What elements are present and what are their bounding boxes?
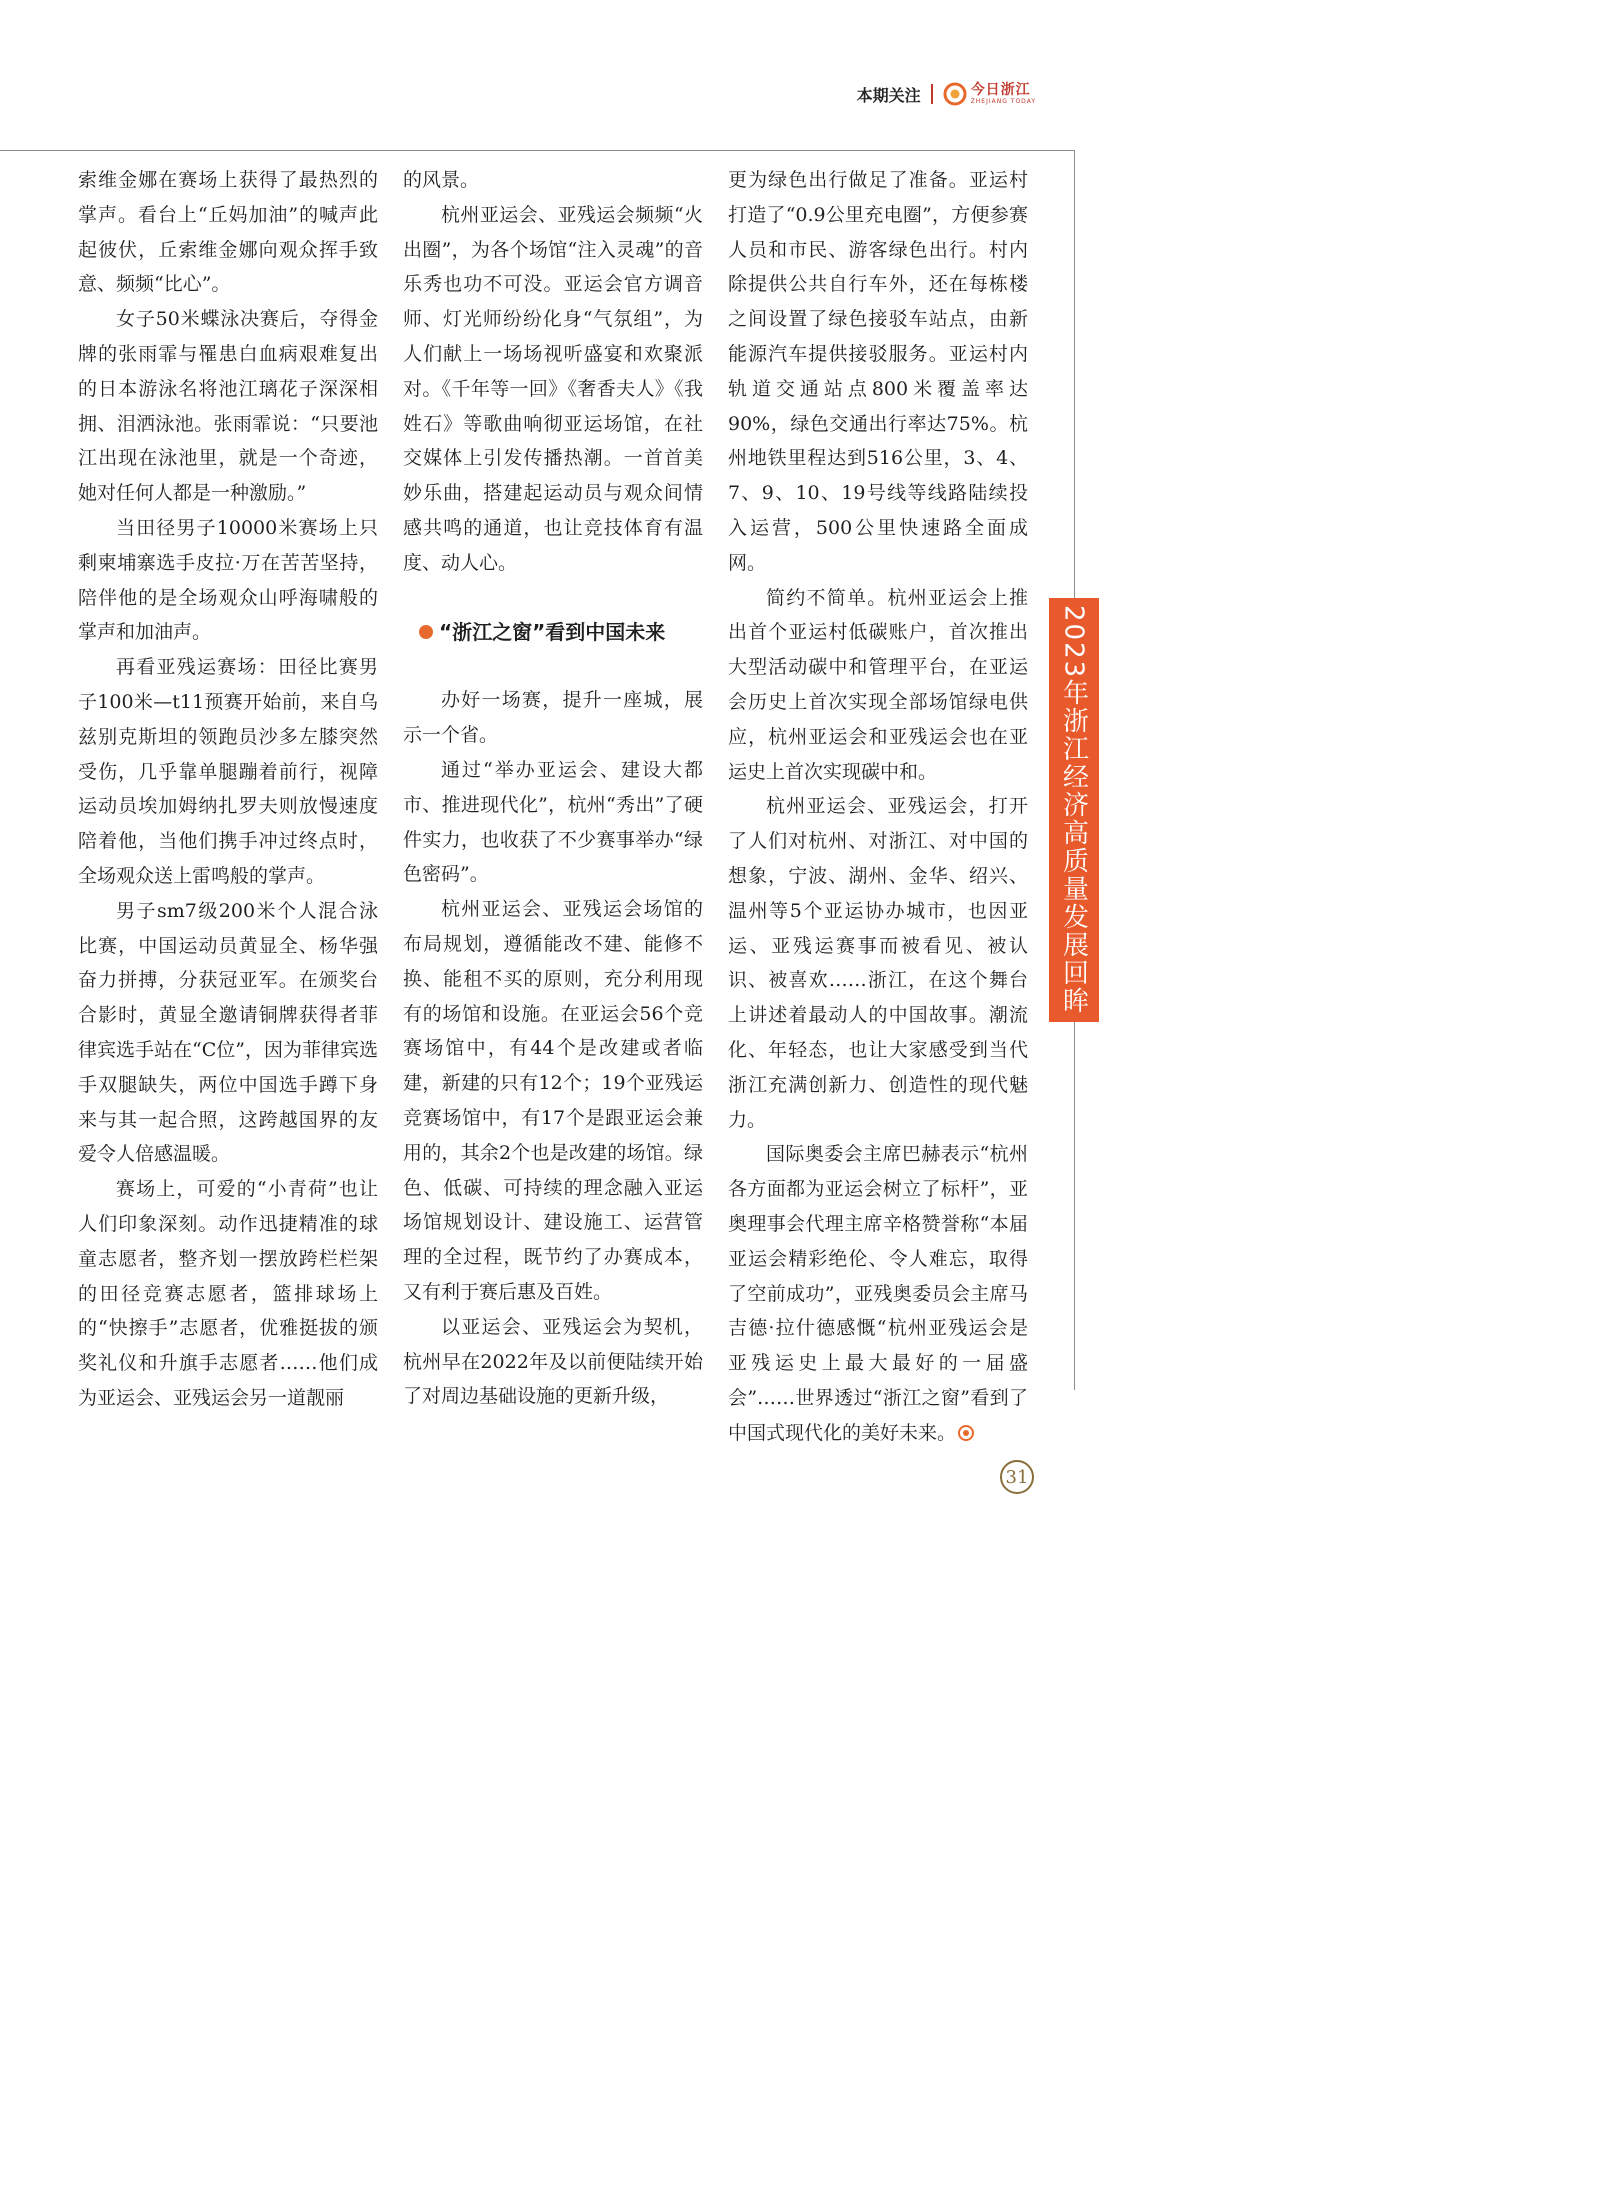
brand-name: 今日浙江	[970, 82, 1031, 98]
page-number: 31	[1000, 1460, 1034, 1494]
brand-swirl-icon	[958, 1425, 974, 1441]
orange-dot-icon	[419, 625, 433, 639]
section-heading-text: “浙江之窗”看到中国未来	[439, 619, 666, 644]
paragraph: 以亚运会、亚残运会为契机，杭州早在2022年及以前便陆续开始了对周边基础设施的更新升级，	[403, 1315, 703, 1408]
article-column-3	[728, 163, 1028, 1450]
article-column-2	[403, 163, 703, 1414]
brand-name-en: ZHEJIANG TODAY	[970, 98, 1036, 105]
side-tab	[1049, 598, 1099, 1022]
paragraph: 女子50米蝶泳决赛后，夺得金牌的张雨霏与罹患白血病艰难复出的日本游泳名将池江璃花子深深相拥、泪洒泳池。张雨霏说：“只要池江出现在泳池里，就是一个奇迹，她对任何人都是一种激励。”	[78, 308, 378, 505]
paragraph: 简约不简单。杭州亚运会上推出首个亚运村低碳账户，首次推出大型活动碳中和管理平台，在亚运会历史上首次实现全部场馆绿电供应，杭州亚运会和亚残运会也在亚运史上首次实现碳中和。	[728, 586, 1028, 783]
paragraph: 当田径男子10000米赛场上只剩柬埔寨选手皮拉·万在苦苦坚持，陪伴他的是全场观众山呼海啸般的掌声和加油声。	[78, 516, 378, 644]
section-heading	[403, 615, 703, 650]
page-header	[857, 82, 1036, 106]
side-tab-title: 2023年浙江经济高质量发展回眸	[1058, 604, 1089, 1016]
top-rule	[0, 150, 1075, 151]
paragraph: 男子sm7级200米个人混合泳比赛，中国运动员黄显全、杨华强奋力拼搏，分获冠亚军。在颁奖台合影时，黄显全邀请铜牌获得者菲律宾选手站在“C位”，因为菲律宾选手双腿缺失，两位中国选手蹲下身来与其一起合照，这跨越国界的友爱令人倍感温暖。	[78, 899, 378, 1166]
article-column-1	[78, 163, 378, 1416]
brand-logo	[943, 82, 1036, 106]
paragraph-final	[728, 1137, 1028, 1450]
paragraph: 杭州亚运会、亚残运会场馆的布局规划，遵循能改不建、能修不换、能租不买的原则，充分利用现有的场馆和设施。在亚运会56个竞赛场馆中，有44个是改建或者临建，新建的只有12个；19个亚残运竞赛场馆中，有17个是跟亚运会兼用的，其余2个也是改建的场馆。绿色、低碳、可持续的理念融入亚运场馆规划设计、建设施工、运营管理的全过程，既节约了办赛成本，又有利于赛后惠及百姓。	[403, 898, 703, 1303]
paragraph: 赛场上，可爱的“小青荷”也让人们印象深刻。动作迅捷精准的球童志愿者，整齐划一摆放跨栏栏架的田径竞赛志愿者，篮排球场上的“快擦手”志愿者，优雅挺拔的颁奖礼仪和升旗手志愿者……他们成为亚运会、亚残运会另一道靓丽	[78, 1178, 378, 1409]
header-divider	[931, 84, 933, 104]
paragraph: 索维金娜在赛场上获得了最热烈的掌声。看台上“丘妈加油”的喊声此起彼伏，丘索维金娜向观众挥手致意、频频“比心”。	[78, 169, 378, 296]
paragraph: 的风景。	[403, 169, 480, 191]
paragraph: 办好一场赛，提升一座城，展示一个省。	[403, 689, 703, 747]
paragraph: 更为绿色出行做足了准备。亚运村打造了“0.9公里充电圈”，方便参赛人员和市民、游客绿色出行。村内除提供公共自行车外，还在每栋楼之间设置了绿色接驳车站点，由新能源汽车提供接驳服务。亚运村内轨道交通站点800米覆盖率达90%，绿色交通出行率达75%。杭州地铁里程达到516公里，3、4、7、9、10、19号线等线路陆续投入运营，500公里快速路全面成网。	[728, 169, 1028, 574]
paragraph: 通过“举办亚运会、建设大都市、推进现代化”，杭州“秀出”了硬件实力，也收获了不少赛事举办“绿色密码”。	[403, 758, 703, 886]
paragraph: 再看亚残运赛场：田径比赛男子100米—t11预赛开始前，来自乌兹别克斯坦的领跑员沙多左膝突然受伤，几乎靠单腿蹦着前行，视障运动员埃加姆纳扎罗夫则放慢速度陪着他，当他们携手冲过终点时，全场观众送上雷鸣般的掌声。	[78, 656, 378, 887]
paragraph: 杭州亚运会、亚残运会频频“火出圈”，为各个场馆“注入灵魂”的音乐秀也功不可没。亚运会官方调音师、灯光师纷纷化身“气氛组”，为人们献上一场场视听盛宴和欢聚派对。《千年等一回》《奢香夫人》《我姓石》等歌曲响彻亚运场馆，在社交媒体上引发传播热潮。一首首美妙乐曲，搭建起运动员与观众间情感共鸣的通道，也让竞技体育有温度、动人心。	[403, 203, 703, 574]
paragraph-text: 国际奥委会主席巴赫表示“杭州各方面都为亚运会树立了标杆”，亚奥理事会代理主席辛格赞誉称“本届亚运会精彩绝伦、令人难忘，取得了空前成功”，亚残奥委员会主席马吉德·拉什德感慨“杭州亚残运会是亚残运史上最大最好的一届盛会”……世界透过“浙江之窗”看到了中国式现代化的美好未来。	[728, 1143, 1028, 1444]
sun-logo-icon	[943, 82, 967, 106]
section-label: 本期关注	[856, 85, 921, 105]
paragraph: 杭州亚运会、亚残运会，打开了人们对杭州、对浙江、对中国的想象，宁波、湖州、金华、绍兴、温州等5个亚运协办城市，也因亚运、亚残运赛事而被看见、被认识、被喜欢……浙江，在这个舞台上讲述着最动人的中国故事。潮流化、年轻态，也让大家感受到当代浙江充满创新力、创造性的现代魅力。	[728, 795, 1028, 1131]
